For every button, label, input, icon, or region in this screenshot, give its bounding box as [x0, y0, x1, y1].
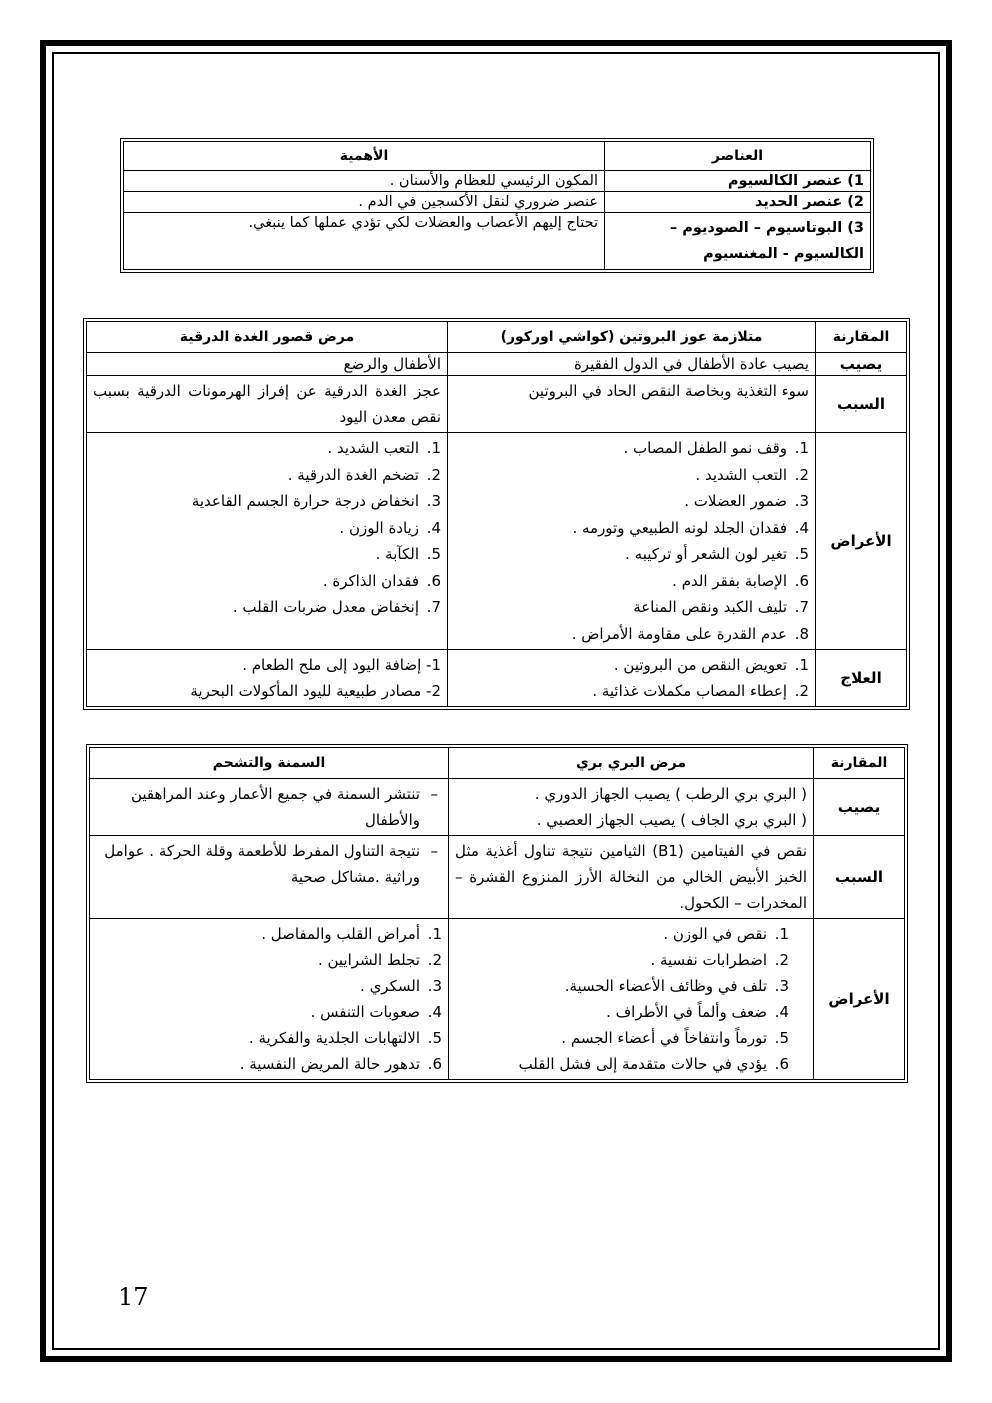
thyroid-treatment — [87, 650, 448, 707]
list-item: أمراض القلب والمفاصل . — [261, 925, 420, 943]
header-beriberi: مرض البري بري — [449, 748, 814, 779]
beriberi-cause: نقص في الفيتامين (B1) الثيامين نتيجة تناول أغذية مثل الخبز الأبيض الخالي من النخالة الأرز المنزوع القشرة – المخدرات – الكحول. — [449, 836, 814, 919]
row-label-symptoms: الأعراض — [814, 919, 905, 1080]
beriberi-dry: ( البري بري الجاف ) يصيب الجهاز العصبي . — [536, 811, 807, 829]
element-cell: 1) عنصر الكالسيوم — [605, 171, 871, 192]
thyroid-symptoms — [87, 433, 448, 650]
list-item: وقف نمو الطفل المصاب . — [623, 439, 787, 457]
table-row — [124, 171, 871, 192]
table-header-row — [124, 142, 871, 171]
list-item: التعب الشديد . — [327, 439, 419, 457]
list-item: الإصابة بفقر الدم . — [672, 571, 787, 590]
table-row — [87, 650, 907, 707]
list-item: نقص في الوزن . — [663, 925, 767, 943]
elements-table — [123, 141, 871, 270]
header-comparison: المقارنة — [816, 322, 907, 353]
importance-cell: تحتاج إليهم الأعصاب والعضلات لكي تؤدي عملها كما ينبغي. — [124, 213, 605, 270]
table-row — [124, 192, 871, 213]
beriberi-wet: ( البري بري الرطب ) يصيب الجهاز الدوري . — [534, 785, 807, 803]
list-item: تجلط الشرايين . — [317, 951, 420, 969]
row-label-affects: يصيب — [814, 779, 905, 836]
element-cell: 2) عنصر الحديد — [605, 192, 871, 213]
thyroid-affects: الأطفال والرضع — [87, 353, 448, 376]
kwashiorkor-treatment — [448, 650, 816, 707]
table-row — [87, 433, 907, 650]
kwashiorkor-symptoms — [448, 433, 816, 650]
header-obesity: السمنة والتشحم — [90, 748, 449, 779]
row-label-cause: السبب — [814, 836, 905, 919]
list-item: تليف الكبد ونقص المناعة — [633, 598, 787, 616]
list-item: التعب الشديد . — [695, 465, 787, 484]
list-item: – تنتشر السمنة في جميع الأعمار وعند المراهقين والأطفال — [96, 781, 420, 833]
page-number: 17 — [118, 1283, 149, 1311]
table-row — [90, 919, 905, 1080]
beriberi-affects — [449, 779, 814, 836]
list-item: زيادة الوزن . — [339, 518, 419, 537]
list-item: عدم القدرة على مقاومة الأمراض . — [571, 624, 787, 643]
list-item: – نتيجة التناول المفرط للأطعمة وقلة الحركة . عوامل وراثية .مشاكل صحية — [96, 838, 420, 890]
table-row — [87, 376, 907, 433]
comparison-table-2 — [89, 747, 905, 1080]
list-item: فقدان الذاكرة . — [322, 571, 419, 590]
table-header-row — [87, 322, 907, 353]
row-label-cause: السبب — [816, 376, 907, 433]
element-cell: 3) البوتاسيوم – الصوديوم – الكالسيوم - المغنسيوم — [605, 213, 871, 270]
list-item: إنخفاض معدل ضربات القلب . — [232, 598, 419, 616]
table-row — [90, 836, 905, 919]
list-item: تلف في وظائف الأعضاء الحسية. — [564, 977, 767, 995]
header-comparison: المقارنة — [814, 748, 905, 779]
kwashiorkor-cause: سوء التغذية وبخاصة النقص الحاد في البروتين — [448, 376, 816, 433]
table-header-row — [90, 748, 905, 779]
list-item: تغير لون الشعر أو تركيبه . — [625, 545, 787, 563]
importance-cell: عنصر ضروري لنقل الأكسجين في الدم . — [124, 192, 605, 213]
row-label-treatment: العلاج — [816, 650, 907, 707]
beriberi-symptoms — [449, 919, 814, 1080]
header-thyroid: مرض قصور الغدة الدرقية — [87, 322, 448, 353]
treatment-line: 1- إضافة اليود إلى ملح الطعام . — [242, 656, 441, 674]
table-row — [87, 353, 907, 376]
list-item: الكآبة . — [375, 545, 419, 563]
list-item: فقدان الجلد لونه الطبيعي وتورمه . — [572, 518, 787, 537]
list-item: ضعف وألماً في الأطراف . — [606, 1003, 767, 1021]
list-item: يؤدي في حالات متقدمة إلى فشل القلب — [518, 1055, 767, 1073]
obesity-symptoms — [90, 919, 449, 1080]
obesity-cause — [90, 836, 449, 919]
list-item: ضمور العضلات . — [684, 492, 787, 510]
list-item: تعويض النقص من البروتين . — [613, 656, 787, 674]
list-item: صعوبات التنفس . — [310, 1003, 420, 1021]
comparison-table-1 — [86, 321, 907, 707]
list-item: السكري . — [360, 977, 420, 995]
list-item: انخفاض درجة حرارة الجسم القاعدية — [191, 492, 419, 510]
table-row — [90, 779, 905, 836]
obesity-affects — [90, 779, 449, 836]
kwashiorkor-affects: يصيب عادة الأطفال في الدول الفقيرة — [448, 353, 816, 376]
list-item: تضخم الغدة الدرقية . — [287, 465, 419, 484]
header-importance: الأهمية — [124, 142, 605, 171]
list-item: تدهور حالة المريض النفسية . — [239, 1055, 420, 1073]
list-item: تورماً وانتفاخاً في أعضاء الجسم . — [561, 1029, 767, 1047]
row-label-symptoms: الأعراض — [816, 433, 907, 650]
header-kwashiorkor: متلازمة عوز البروتين (كواشي اوركور) — [448, 322, 816, 353]
header-elements: العناصر — [605, 142, 871, 171]
treatment-line: 2- مصادر طبيعية لليود المأكولات البحرية — [190, 682, 441, 700]
list-item: إعطاء المصاب مكملات غذائية . — [592, 682, 787, 700]
table-row — [124, 213, 871, 270]
thyroid-cause: عجز الغدة الدرقية عن إفراز الهرمونات الدرقية بسبب نقص معدن اليود — [87, 376, 448, 433]
list-item: اضطرابات نفسية . — [650, 951, 767, 969]
list-item: الالتهابات الجلدية والفكرية . — [248, 1029, 420, 1047]
importance-cell: المكون الرئيسي للعظام والأسنان . — [124, 171, 605, 192]
row-label-affects: يصيب — [816, 353, 907, 376]
